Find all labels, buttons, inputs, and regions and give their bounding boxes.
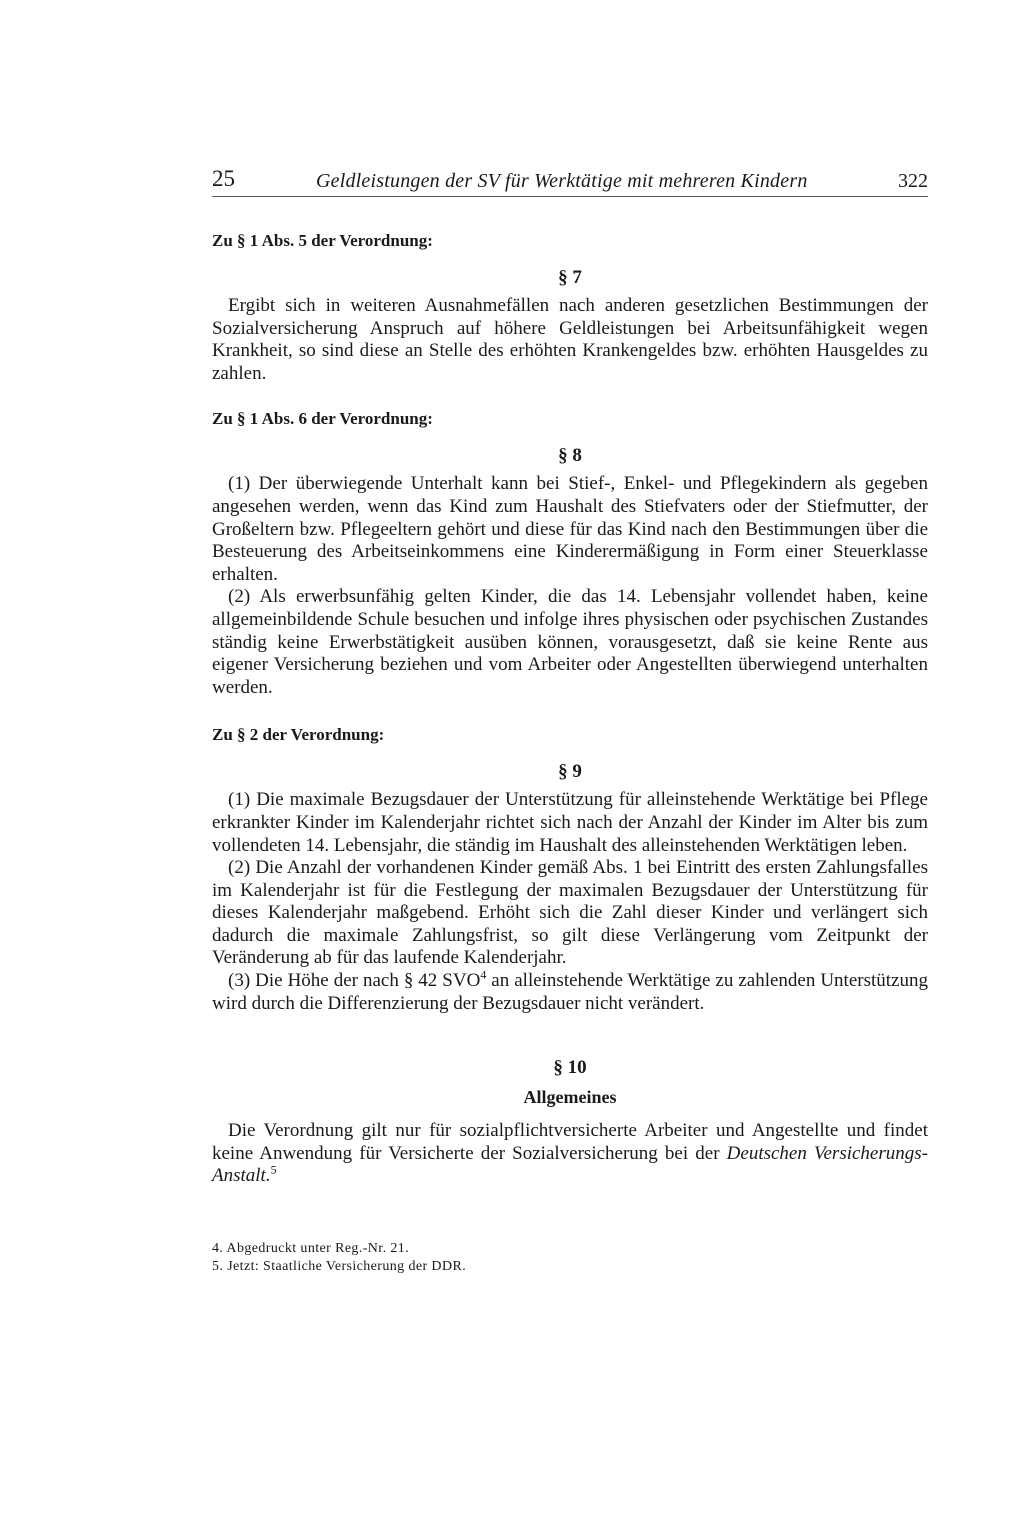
footnote-ref-5: 5: [270, 1163, 277, 1178]
document-page: [212, 160, 928, 1276]
footnotes: [212, 1240, 928, 1276]
section-9-paragraph-3-start: (3) Die Höhe der nach § 42 SVO: [228, 970, 481, 992]
section-10-paragraph-1-italic: Deutschen Versicherungs-Anstalt.: [212, 1142, 928, 1187]
section-9-heading: § 9: [558, 761, 582, 783]
footnote-5: 5. Jetzt: Staatliche Versicherung der DDR.: [212, 1259, 467, 1275]
section-9-paragraph-2: (2) Die Anzahl der vorhandenen Kinder gemäß Abs. 1 bei Eintritt des ersten Zahlungsfalles im Kalenderjahr ist für die Festlegung der maximalen Bezugsdauer der Unterstützung für dieses Kalenderjahr maßgebend. Erhöht sich die Zahl dieser Kinder und verlängert sich dadurch die maximale Zahlungsfrist, so gilt diese Verlängerung vom Zeitpunkt der Veränderung ab für das laufende Kalenderjahr.: [212, 857, 928, 969]
section-8-paragraph-1: (1) Der überwiegende Unterhalt kann bei Stief-, Enkel- und Pflegekindern als gegeben angesehen werden, wenn das Kind zum Haushalt des Stiefvaters oder der Stiefmutter, der Großeltern bzw. Pflegeeltern gehört und diese für das Kind nach den Bestimmungen über die Besteuerung des Arbeitseinkommens eine Kinderermäßigung in Form einer Steuerklasse erhalten.: [212, 473, 928, 585]
section-9-paragraph-3-end: an alleinstehende Werktätige zu zahlenden Unterstützung wird durch die Differenzierung der Bezugsdauer nicht verändert.: [212, 970, 928, 1014]
section-10-paragraph-1: [212, 1120, 928, 1188]
header-title: Geldleistungen der SV für Werktätige mit mehreren Kindern: [316, 170, 808, 192]
section-7-paragraph-1: Ergibt sich in weiteren Ausnahmefällen nach anderen gesetzlichen Bestimmungen der Sozialversicherung Anspruch auf höhere Geldleistungen bei Arbeitsunfähigkeit wegen Krankheit, so sind diese an Stelle des erhöhten Krankengeldes bzw. erhöhten Hausgeldes zu zahlen.: [212, 295, 928, 384]
section-10-heading: § 10: [553, 1057, 587, 1079]
footnote-4: 4. Abgedruckt unter Reg.-Nr. 21.: [212, 1241, 410, 1257]
header-page-number-right: 322: [898, 170, 928, 192]
section-8-heading: § 8: [558, 445, 582, 467]
running-header: [212, 160, 928, 197]
section-8-paragraph-2: (2) Als erwerbsunfähig gelten Kinder, die das 14. Lebensjahr vollendet haben, keine allgemeinbildende Schule besuchen und infolge ihres physischen oder psychischen Zustandes ständig keine Erwerbstätigkeit ausüben können, vorausgesetzt, daß sie keine Rente aus eigener Versicherung beziehen und vom Arbeiter oder Angestellten überwiegend unterhalten werden.: [212, 586, 928, 698]
section-9-reference: Zu § 2 der Verordnung:: [212, 725, 385, 745]
section-7-reference: Zu § 1 Abs. 5 der Verordnung:: [212, 231, 433, 250]
section-10-subheading: Allgemeines: [523, 1087, 617, 1108]
footnote-ref-4: 4: [480, 967, 487, 982]
section-10-paragraph-1-start: Die Verordnung gilt nur für sozialpflichtversicherte Arbeiter und Angestellte und findet keine Anwendung für Versicherte der Sozialversicherung bei der: [212, 1120, 928, 1164]
header-page-number-left: 25: [212, 166, 235, 191]
section-7-heading: § 7: [558, 267, 582, 288]
section-9-paragraph-3: [212, 967, 928, 1015]
section-8-reference: Zu § 1 Abs. 6 der Verordnung:: [212, 409, 433, 429]
section-9-paragraph-1: (1) Die maximale Bezugsdauer der Unterstützung für alleinstehende Werktätige bei Pflege erkrankter Kinder im Kalenderjahr richtet sich nach der Anzahl der Kinder im Alter bis zum vollendeten 14. Lebensjahr, die ständig im Haushalt des alleinstehenden Werktätigen leben.: [212, 789, 928, 856]
